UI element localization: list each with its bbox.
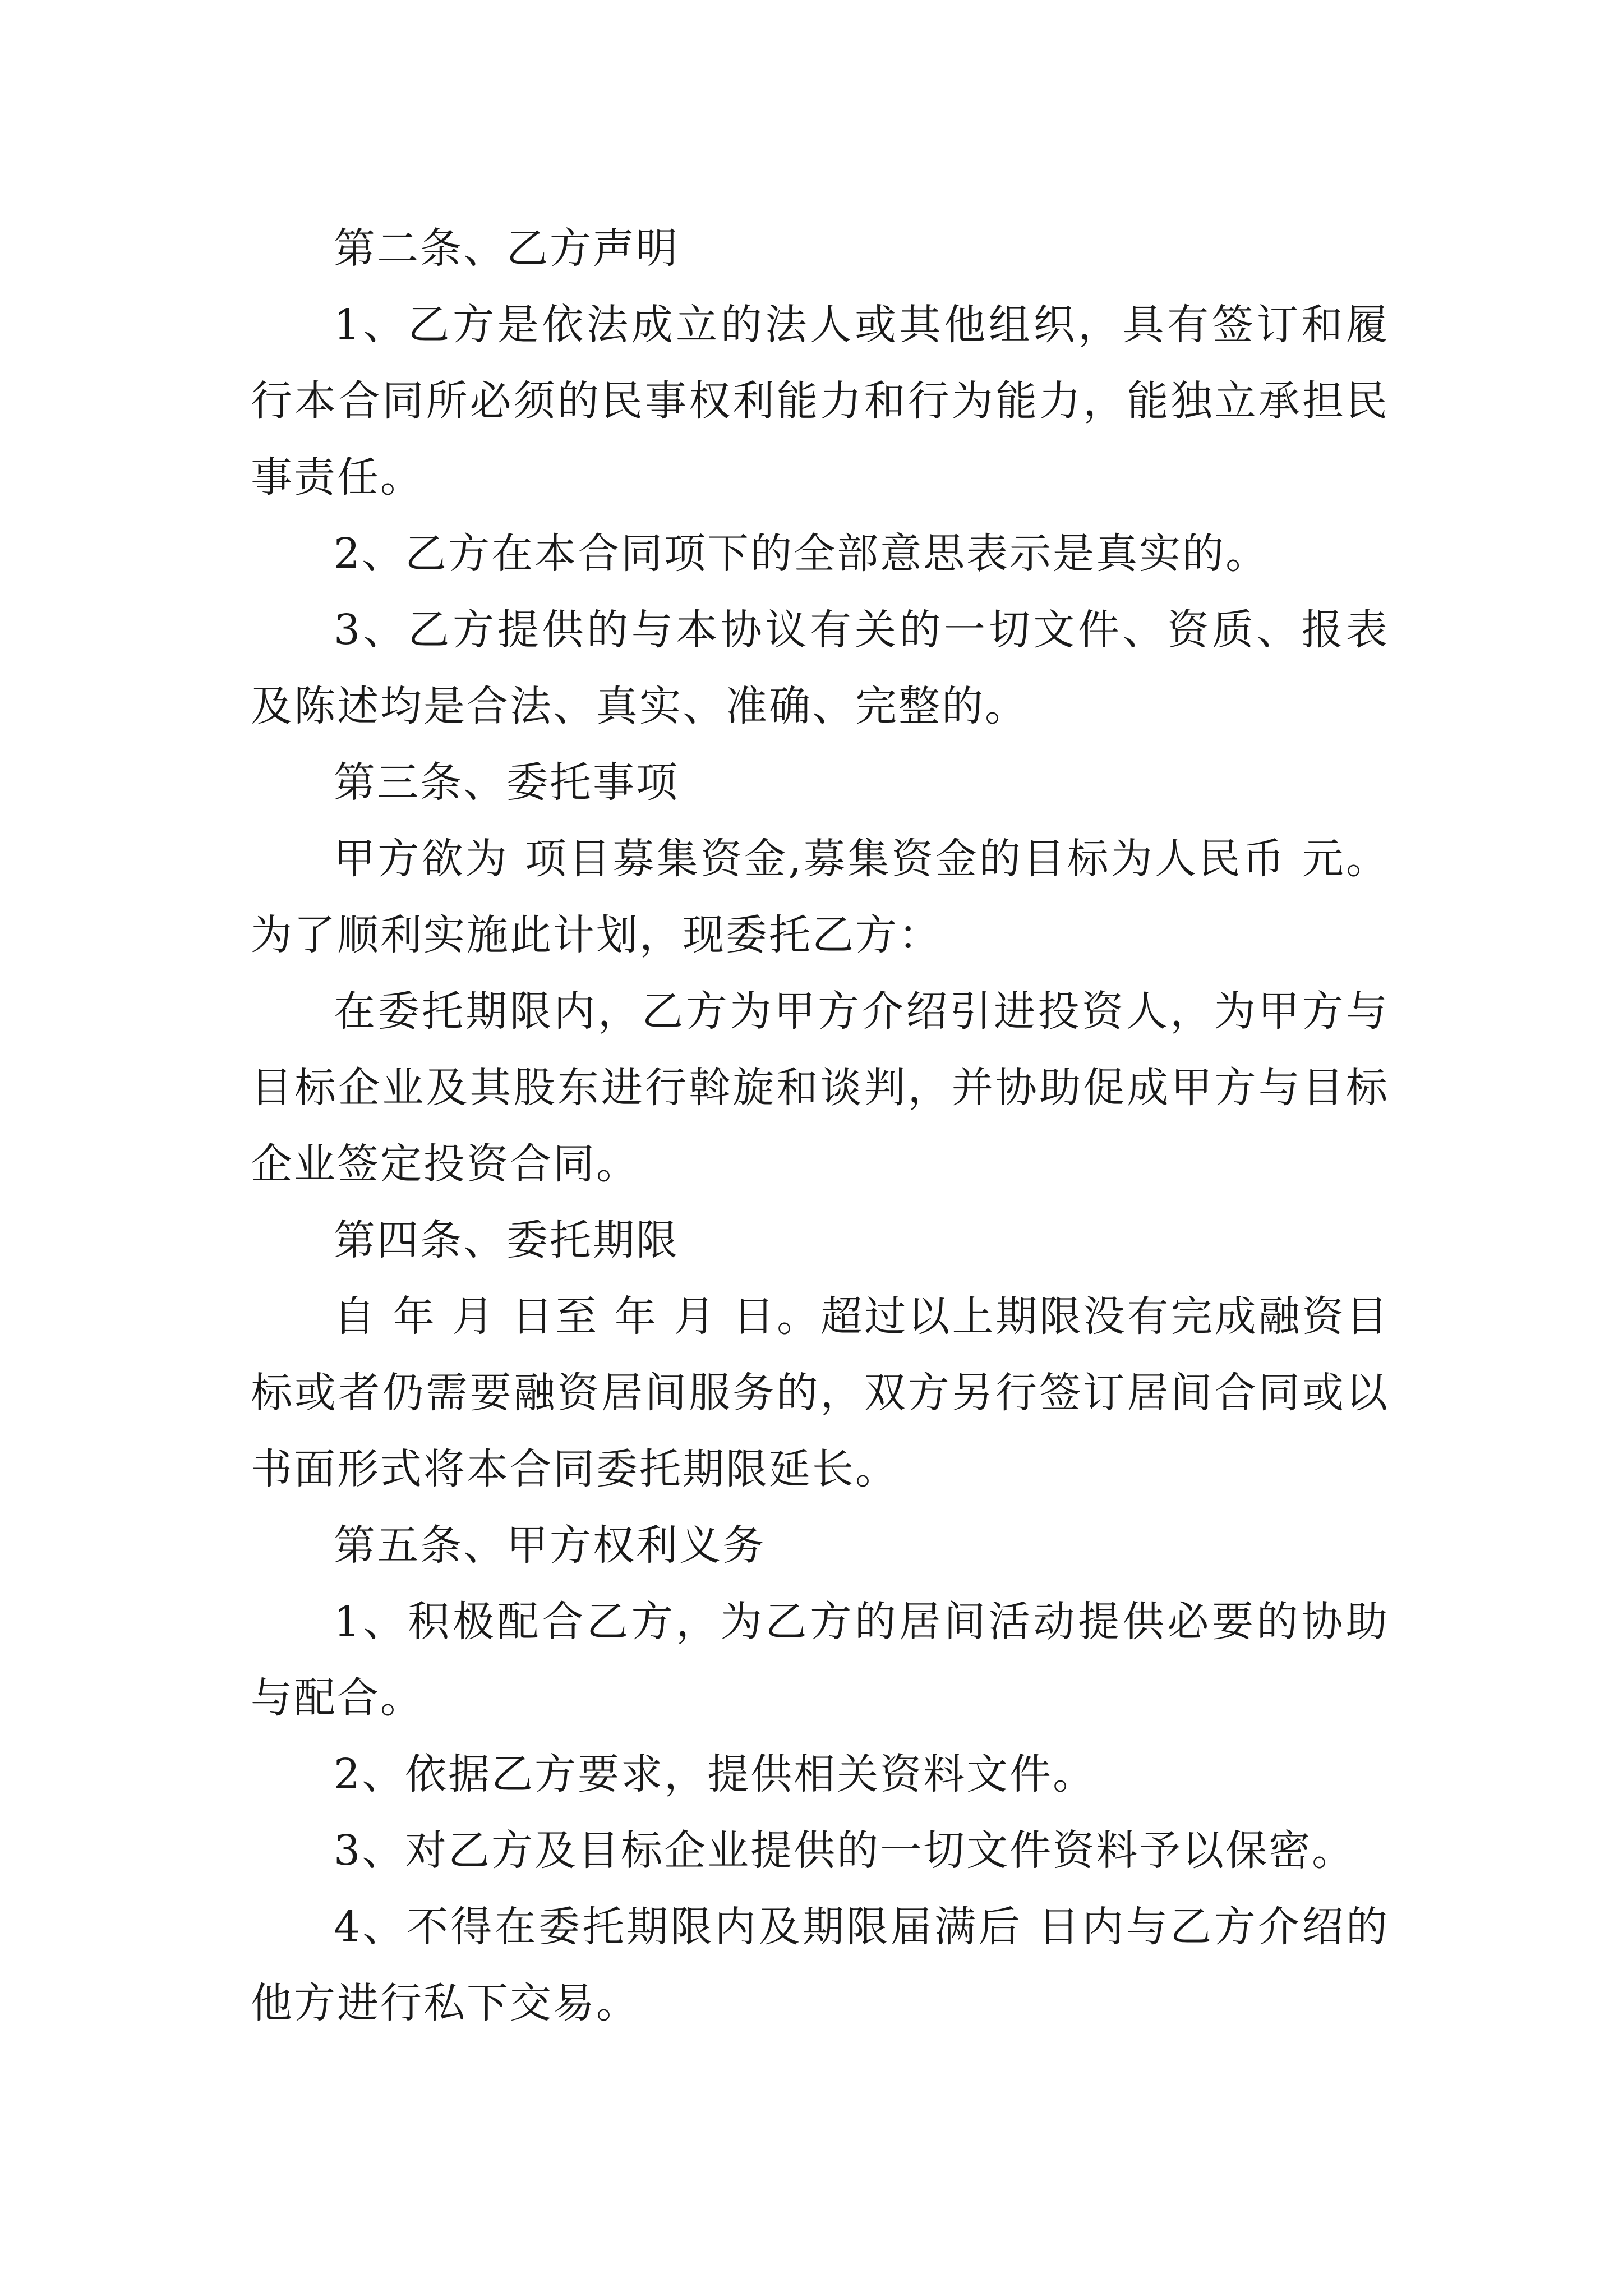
section-heading-article-3: 第三条、委托事项: [334, 758, 679, 807]
paragraph: 甲方欲为 项目募集资金,募集资金的目标为人民币 元。为了顺利实施此计划，现委托乙方：: [251, 835, 1389, 959]
paragraph: 3、乙方提供的与本协议有关的一切文件、资质、报表及陈述均是合法、真实、准确、完整的。: [251, 606, 1389, 730]
section-heading-article-2: 第二条、乙方声明: [334, 224, 679, 273]
paragraph: 2、依据乙方要求，提供相关资料文件。: [334, 1750, 1096, 1798]
paragraph: 2、乙方在本合同项下的全部意思表示是真实的。: [334, 530, 1269, 578]
section-heading-article-5: 第五条、甲方权利义务: [334, 1521, 766, 1570]
section-heading-article-4: 第四条、委托期限: [334, 1216, 679, 1264]
paragraph: 自 年 月 日至 年 月 日。超过以上期限没有完成融资目标或者仍需要融资居间服务的，双方另行签订居间合同或以书面形式将本合同委托期限延长。: [251, 1292, 1389, 1493]
document-body: [251, 210, 1389, 2041]
paragraph: 1、乙方是依法成立的法人或其他组织，具有签订和履行本合同所必须的民事权利能力和行为能力，能独立承担民事责任。: [251, 301, 1389, 501]
paragraph: 4、不得在委托期限内及期限届满后 日内与乙方介绍的他方进行私下交易。: [251, 1903, 1389, 2027]
paragraph: 1、积极配合乙方，为乙方的居间活动提供必要的协助与配合。: [251, 1598, 1389, 1722]
paragraph: 3、对乙方及目标企业提供的一切文件资料予以保密。: [334, 1826, 1355, 1875]
paragraph: 在委托期限内，乙方为甲方介绍引进投资人，为甲方与目标企业及其股东进行斡旋和谈判，并协助促成甲方与目标企业签定投资合同。: [251, 987, 1389, 1188]
